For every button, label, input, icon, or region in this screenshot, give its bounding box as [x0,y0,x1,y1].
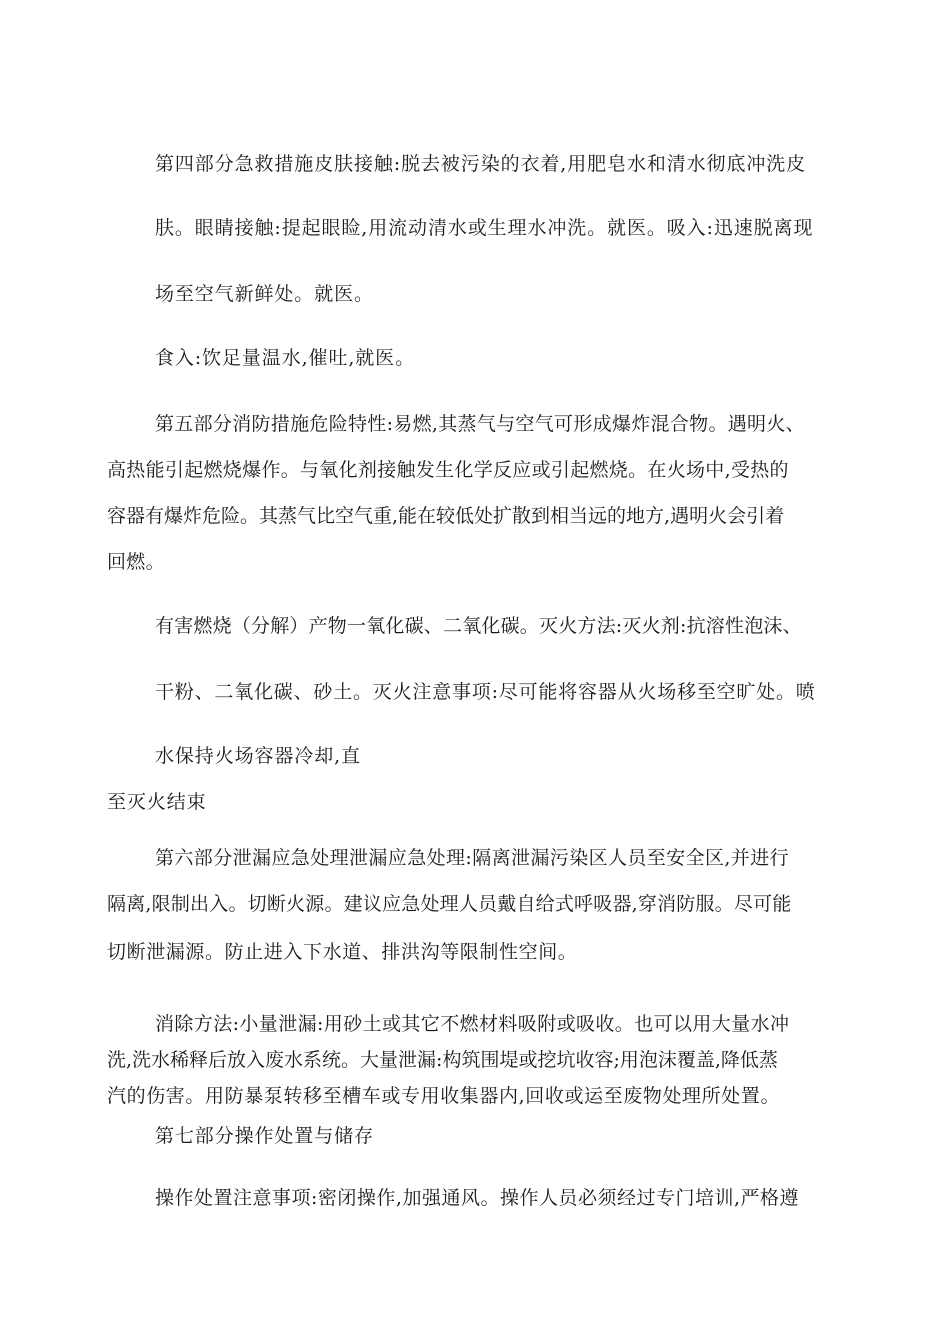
text-line: 至灭火结束 [107,791,207,813]
text-line: 第四部分急救措施皮肤接触:脱去被污染的衣着,用肥皂水和清水彻底冲洗皮 [155,153,807,175]
text-line: 有害燃烧（分解）产物一氧化碳、二氧化碳。灭火方法:灭火剂:抗溶性泡沫、 [155,615,802,637]
text-line: 切断泄漏源。防止进入下水道、排洪沟等限制性空间。 [107,941,578,963]
text-line: 肤。眼睛接触:提起眼睑,用流动清水或生理水冲洗。就医。吸入:迅速脱离现 [155,217,814,239]
text-line: 水保持火场容器冷却,直 [155,745,361,767]
text-line: 干粉、二氧化碳、砂土。灭火注意事项:尽可能将容器从火场移至空旷处。喷 [155,681,816,703]
text-line: 隔离,限制出入。切断火源。建议应急处理人员戴自给式呼吸器,穿消防服。尽可能 [107,893,792,915]
text-line: 洗,洗水稀释后放入废水系统。大量泄漏:构筑围堤或挖坑收容;用泡沫覆盖,降低蒸 [107,1049,778,1071]
text-line: 场至空气新鲜处。就医。 [155,283,374,305]
text-line: 操作处置注意事项:密闭操作,加强通风。操作人员必须经过专门培训,严格遵 [155,1187,799,1209]
text-line: 食入:饮足量温水,催吐,就医。 [155,347,415,369]
text-line: 第七部分操作处置与储存 [155,1125,374,1147]
text-line: 第五部分消防措施危险特性:易燃,其蒸气与空气可形成爆炸混合物。遇明火、 [155,413,805,435]
text-line: 第六部分泄漏应急处理泄漏应急处理:隔离泄漏污染区人员至安全区,并进行 [155,847,790,869]
text-line: 高热能引起燃烧爆作。与氧化剂接触发生化学反应或引起燃烧。在火场中,受热的 [107,459,789,481]
text-line: 容器有爆炸危险。其蒸气比空气重,能在较低处扩散到相当远的地方,遇明火会引着 [107,505,785,527]
text-line: 汽的伤害。用防暴泵转移至槽车或专用收集器内,回收或运至废物处理所处置。 [107,1085,781,1107]
text-line: 消除方法:小量泄漏:用砂土或其它不燃材料吸附或吸收。也可以用大量水冲 [155,1013,790,1035]
text-line: 回燃。 [107,551,165,573]
